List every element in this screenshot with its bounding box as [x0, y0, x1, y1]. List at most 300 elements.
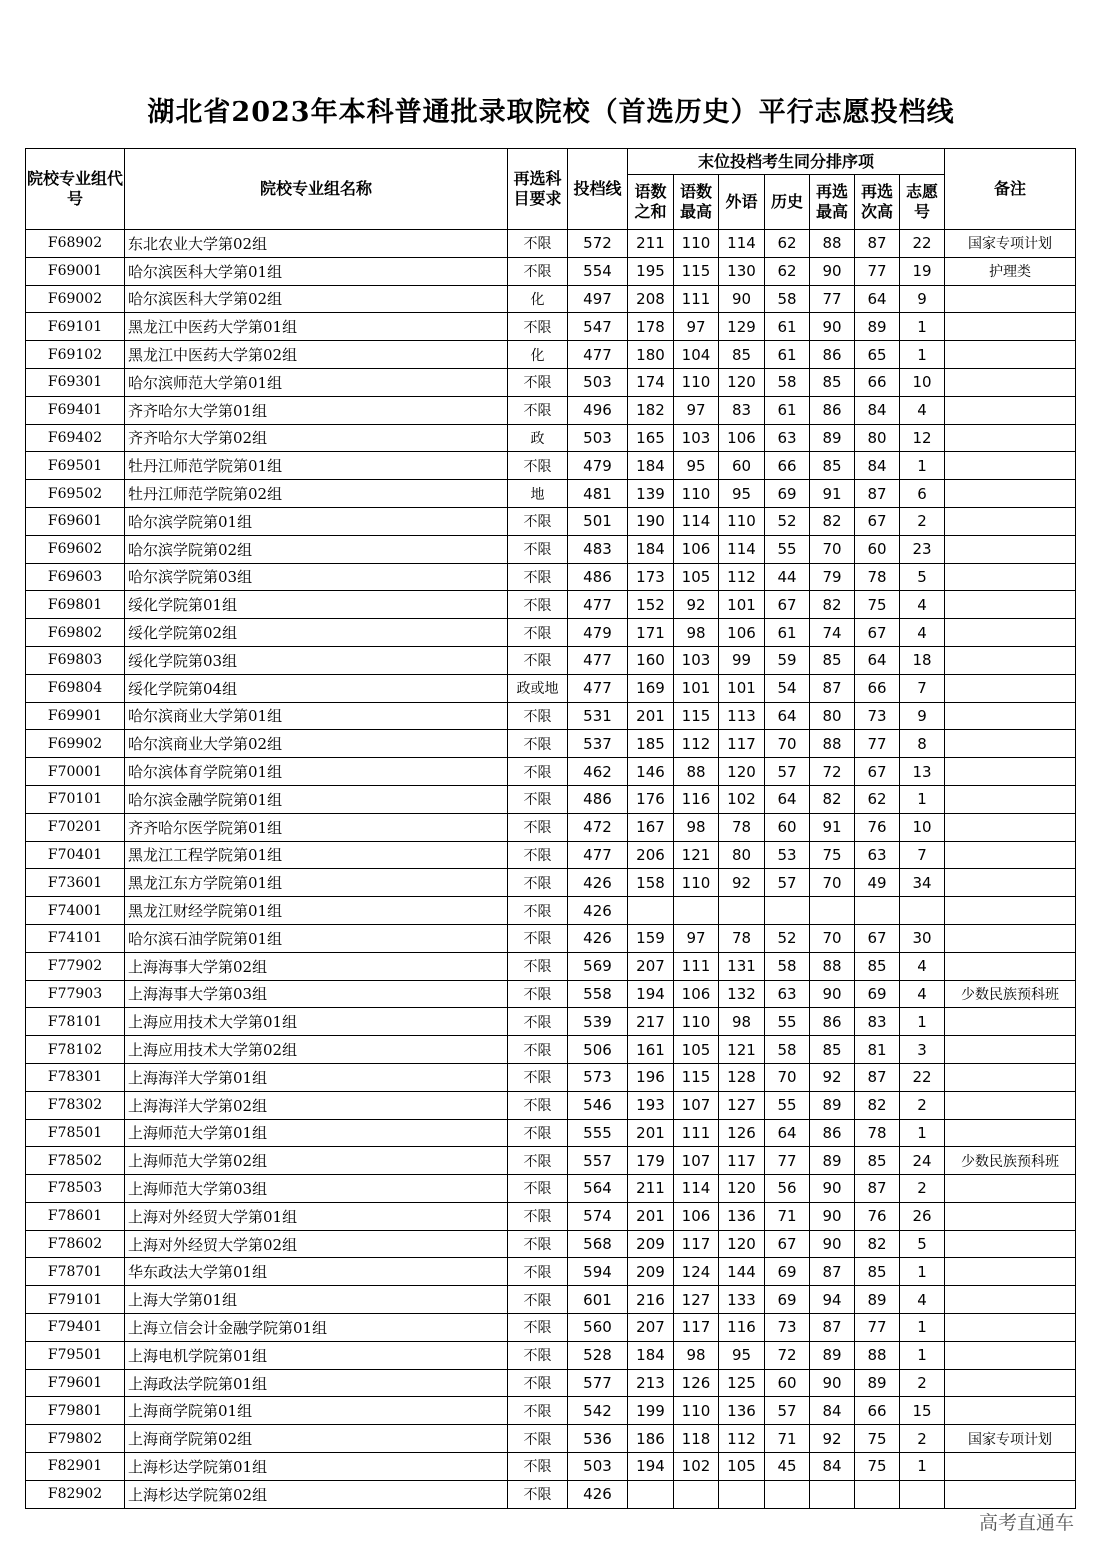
choice-no-cell: 13	[900, 758, 945, 786]
elective-max-cell: 92	[810, 1063, 855, 1091]
choice-no-cell: 18	[900, 646, 945, 674]
code-cell: F70201	[26, 813, 125, 841]
score-cell: 560	[568, 1314, 628, 1342]
yushu-max-cell: 110	[674, 368, 719, 396]
foreign-cell: 112	[719, 1425, 765, 1453]
foreign-cell: 90	[719, 285, 765, 313]
table-row	[26, 619, 1076, 647]
name-cell: 上海海洋大学第02组	[125, 1091, 508, 1119]
code-cell: F69801	[26, 591, 125, 619]
code-cell: F69901	[26, 702, 125, 730]
table-row	[26, 841, 1076, 869]
yushu-sum-cell: 182	[628, 396, 674, 424]
foreign-cell: 101	[719, 591, 765, 619]
code-cell: F78601	[26, 1202, 125, 1230]
code-cell: F69001	[26, 257, 125, 285]
note-cell	[945, 674, 1076, 702]
note-cell	[945, 368, 1076, 396]
note-cell	[945, 1036, 1076, 1064]
elective-second-cell: 85	[855, 1258, 900, 1286]
note-cell	[945, 563, 1076, 591]
yushu-max-cell: 107	[674, 1091, 719, 1119]
yushu-max-cell: 98	[674, 813, 719, 841]
yushu-sum-cell: 213	[628, 1369, 674, 1397]
note-cell	[945, 1341, 1076, 1369]
note-cell	[945, 924, 1076, 952]
choice-no-cell: 1	[900, 1119, 945, 1147]
history-cell: 55	[765, 535, 810, 563]
history-cell: 61	[765, 313, 810, 341]
score-cell: 486	[568, 563, 628, 591]
note-cell: 国家专项计划	[945, 230, 1076, 258]
name-cell: 哈尔滨商业大学第02组	[125, 730, 508, 758]
history-cell: 59	[765, 646, 810, 674]
elective-max-cell: 70	[810, 535, 855, 563]
foreign-cell: 112	[719, 563, 765, 591]
header-sub-yushu-sum: 语数之和	[628, 175, 674, 230]
choice-no-cell: 10	[900, 368, 945, 396]
requirement-cell: 不限	[508, 702, 568, 730]
history-cell: 73	[765, 1314, 810, 1342]
choice-no-cell: 1	[900, 313, 945, 341]
elective-max-cell: 88	[810, 952, 855, 980]
table-row	[26, 730, 1076, 758]
foreign-cell: 120	[719, 758, 765, 786]
table-row	[26, 480, 1076, 508]
header-sub-elective-second: 再选次高	[855, 175, 900, 230]
elective-max-cell: 87	[810, 1314, 855, 1342]
code-cell: F78503	[26, 1175, 125, 1203]
history-cell: 64	[765, 785, 810, 813]
note-cell	[945, 1314, 1076, 1342]
header-sub-choice-no: 志愿号	[900, 175, 945, 230]
code-cell: F69501	[26, 452, 125, 480]
table-row	[26, 1425, 1076, 1453]
name-cell: 上海应用技术大学第01组	[125, 1008, 508, 1036]
foreign-cell: 99	[719, 646, 765, 674]
score-cell: 506	[568, 1036, 628, 1064]
elective-max-cell: 84	[810, 1397, 855, 1425]
requirement-cell: 不限	[508, 1425, 568, 1453]
elective-second-cell: 64	[855, 285, 900, 313]
note-cell	[945, 1258, 1076, 1286]
foreign-cell: 95	[719, 480, 765, 508]
score-cell: 477	[568, 341, 628, 369]
foreign-cell: 120	[719, 1230, 765, 1258]
foreign-cell: 117	[719, 730, 765, 758]
choice-no-cell: 2	[900, 1369, 945, 1397]
score-cell: 568	[568, 1230, 628, 1258]
requirement-cell: 不限	[508, 1341, 568, 1369]
foreign-cell: 98	[719, 1008, 765, 1036]
history-cell: 70	[765, 1063, 810, 1091]
score-cell: 577	[568, 1369, 628, 1397]
history-cell: 77	[765, 1147, 810, 1175]
elective-max-cell: 90	[810, 1175, 855, 1203]
page-title: 湖北省2023年本科普通批录取院校（首选历史）平行志愿投档线	[147, 97, 955, 128]
foreign-cell: 80	[719, 841, 765, 869]
elective-max-cell: 91	[810, 480, 855, 508]
yushu-max-cell: 115	[674, 1063, 719, 1091]
history-cell: 70	[765, 730, 810, 758]
code-cell: F82901	[26, 1453, 125, 1481]
choice-no-cell: 2	[900, 1425, 945, 1453]
elective-max-cell: 91	[810, 813, 855, 841]
score-cell: 477	[568, 646, 628, 674]
history-cell: 54	[765, 674, 810, 702]
yushu-sum-cell: 193	[628, 1091, 674, 1119]
elective-second-cell: 82	[855, 1091, 900, 1119]
foreign-cell: 125	[719, 1369, 765, 1397]
foreign-cell: 110	[719, 507, 765, 535]
name-cell: 华东政法大学第01组	[125, 1258, 508, 1286]
code-cell: F73601	[26, 869, 125, 897]
name-cell: 上海师范大学第01组	[125, 1119, 508, 1147]
elective-second-cell: 75	[855, 591, 900, 619]
choice-no-cell: 4	[900, 591, 945, 619]
yushu-sum-cell: 146	[628, 758, 674, 786]
note-cell	[945, 869, 1076, 897]
yushu-sum-cell: 194	[628, 980, 674, 1008]
requirement-cell: 不限	[508, 257, 568, 285]
yushu-sum-cell: 176	[628, 785, 674, 813]
score-cell: 569	[568, 952, 628, 980]
yushu-sum-cell: 165	[628, 424, 674, 452]
choice-no-cell: 2	[900, 507, 945, 535]
table-row	[26, 1063, 1076, 1091]
yushu-sum-cell: 194	[628, 1453, 674, 1481]
history-cell: 67	[765, 1230, 810, 1258]
elective-second-cell: 87	[855, 1175, 900, 1203]
yushu-max-cell: 101	[674, 674, 719, 702]
choice-no-cell: 8	[900, 730, 945, 758]
table-row	[26, 1369, 1076, 1397]
elective-max-cell: 88	[810, 730, 855, 758]
elective-max-cell: 77	[810, 285, 855, 313]
elective-max-cell: 82	[810, 785, 855, 813]
elective-max-cell: 87	[810, 674, 855, 702]
yushu-max-cell: 115	[674, 702, 719, 730]
table-row	[26, 1453, 1076, 1481]
foreign-cell: 116	[719, 1314, 765, 1342]
requirement-cell: 不限	[508, 1480, 568, 1508]
requirement-cell: 化	[508, 285, 568, 313]
score-cell: 462	[568, 758, 628, 786]
code-cell: F69502	[26, 480, 125, 508]
table-row	[26, 535, 1076, 563]
score-cell: 501	[568, 507, 628, 535]
requirement-cell: 不限	[508, 1202, 568, 1230]
yushu-sum-cell: 201	[628, 1202, 674, 1230]
yushu-sum-cell: 207	[628, 952, 674, 980]
requirement-cell: 不限	[508, 758, 568, 786]
score-cell: 542	[568, 1397, 628, 1425]
history-cell: 67	[765, 591, 810, 619]
yushu-sum-cell: 199	[628, 1397, 674, 1425]
requirement-cell: 不限	[508, 1119, 568, 1147]
yushu-max-cell	[674, 1480, 719, 1508]
name-cell: 哈尔滨石油学院第01组	[125, 924, 508, 952]
header-sub-yushu-max: 语数最高	[674, 175, 719, 230]
elective-second-cell: 81	[855, 1036, 900, 1064]
yushu-max-cell: 126	[674, 1369, 719, 1397]
yushu-sum-cell: 211	[628, 1175, 674, 1203]
elective-max-cell: 79	[810, 563, 855, 591]
note-cell	[945, 619, 1076, 647]
elective-second-cell: 77	[855, 257, 900, 285]
elective-second-cell: 76	[855, 813, 900, 841]
table-row	[26, 1258, 1076, 1286]
choice-no-cell: 23	[900, 535, 945, 563]
yushu-sum-cell: 201	[628, 702, 674, 730]
name-cell: 黑龙江中医药大学第01组	[125, 313, 508, 341]
elective-second-cell: 80	[855, 424, 900, 452]
note-cell	[945, 702, 1076, 730]
elective-max-cell: 80	[810, 702, 855, 730]
note-cell	[945, 424, 1076, 452]
foreign-cell: 120	[719, 368, 765, 396]
table-row	[26, 1480, 1076, 1508]
yushu-sum-cell: 139	[628, 480, 674, 508]
choice-no-cell: 12	[900, 424, 945, 452]
score-cell: 479	[568, 619, 628, 647]
score-cell: 477	[568, 841, 628, 869]
requirement-cell: 政或地	[508, 674, 568, 702]
history-cell: 71	[765, 1202, 810, 1230]
code-cell: F69401	[26, 396, 125, 424]
choice-no-cell: 1	[900, 1341, 945, 1369]
requirement-cell: 不限	[508, 1314, 568, 1342]
requirement-cell: 不限	[508, 1063, 568, 1091]
history-cell: 53	[765, 841, 810, 869]
score-cell: 479	[568, 452, 628, 480]
choice-no-cell: 4	[900, 396, 945, 424]
name-cell: 牡丹江师范学院第01组	[125, 452, 508, 480]
score-cell: 564	[568, 1175, 628, 1203]
elective-second-cell: 65	[855, 341, 900, 369]
yushu-max-cell: 127	[674, 1286, 719, 1314]
foreign-cell: 101	[719, 674, 765, 702]
yushu-sum-cell: 161	[628, 1036, 674, 1064]
elective-second-cell: 76	[855, 1202, 900, 1230]
elective-second-cell: 49	[855, 869, 900, 897]
code-cell: F77903	[26, 980, 125, 1008]
requirement-cell: 不限	[508, 897, 568, 925]
name-cell: 上海师范大学第02组	[125, 1147, 508, 1175]
elective-second-cell: 83	[855, 1008, 900, 1036]
code-cell: F69601	[26, 507, 125, 535]
code-cell: F79401	[26, 1314, 125, 1342]
requirement-cell: 不限	[508, 230, 568, 258]
elective-max-cell: 94	[810, 1286, 855, 1314]
elective-max-cell: 85	[810, 452, 855, 480]
score-cell: 426	[568, 897, 628, 925]
score-cell: 546	[568, 1091, 628, 1119]
requirement-cell: 不限	[508, 1008, 568, 1036]
history-cell: 56	[765, 1175, 810, 1203]
header-group: 末位投档考生同分排序项	[628, 149, 945, 175]
choice-no-cell: 24	[900, 1147, 945, 1175]
elective-max-cell: 90	[810, 980, 855, 1008]
code-cell: F79801	[26, 1397, 125, 1425]
foreign-cell: 136	[719, 1202, 765, 1230]
choice-no-cell: 22	[900, 1063, 945, 1091]
choice-no-cell: 1	[900, 341, 945, 369]
score-cell: 531	[568, 702, 628, 730]
requirement-cell: 不限	[508, 1453, 568, 1481]
score-cell: 472	[568, 813, 628, 841]
yushu-max-cell: 102	[674, 1453, 719, 1481]
elective-max-cell: 85	[810, 368, 855, 396]
yushu-sum-cell: 195	[628, 257, 674, 285]
table-row	[26, 1147, 1076, 1175]
yushu-max-cell: 121	[674, 841, 719, 869]
yushu-max-cell: 98	[674, 619, 719, 647]
elective-second-cell: 73	[855, 702, 900, 730]
requirement-cell: 不限	[508, 952, 568, 980]
yushu-sum-cell: 208	[628, 285, 674, 313]
name-cell: 上海商学院第02组	[125, 1425, 508, 1453]
elective-second-cell: 75	[855, 1425, 900, 1453]
header-sub-foreign: 外语	[719, 175, 765, 230]
yushu-sum-cell: 184	[628, 1341, 674, 1369]
yushu-max-cell: 105	[674, 1036, 719, 1064]
yushu-sum-cell: 209	[628, 1230, 674, 1258]
name-cell: 上海电机学院第01组	[125, 1341, 508, 1369]
elective-max-cell: 86	[810, 1008, 855, 1036]
elective-second-cell: 82	[855, 1230, 900, 1258]
history-cell: 58	[765, 952, 810, 980]
history-cell: 64	[765, 702, 810, 730]
elective-max-cell	[810, 897, 855, 925]
header-sub-elective-max: 再选最高	[810, 175, 855, 230]
elective-max-cell: 82	[810, 507, 855, 535]
yushu-sum-cell: 206	[628, 841, 674, 869]
note-cell	[945, 1175, 1076, 1203]
foreign-cell: 95	[719, 1341, 765, 1369]
elective-second-cell: 85	[855, 952, 900, 980]
note-cell	[945, 396, 1076, 424]
requirement-cell: 不限	[508, 1369, 568, 1397]
table-row	[26, 952, 1076, 980]
requirement-cell: 不限	[508, 785, 568, 813]
elective-max-cell: 89	[810, 1341, 855, 1369]
choice-no-cell: 7	[900, 841, 945, 869]
name-cell: 哈尔滨学院第01组	[125, 507, 508, 535]
table-row	[26, 980, 1076, 1008]
code-cell: F82902	[26, 1480, 125, 1508]
elective-max-cell: 87	[810, 1258, 855, 1286]
choice-no-cell: 22	[900, 230, 945, 258]
history-cell	[765, 1480, 810, 1508]
history-cell: 58	[765, 1036, 810, 1064]
elective-second-cell: 77	[855, 1314, 900, 1342]
table-row	[26, 1175, 1076, 1203]
code-cell: F79501	[26, 1341, 125, 1369]
yushu-sum-cell: 152	[628, 591, 674, 619]
history-cell: 69	[765, 480, 810, 508]
choice-no-cell: 5	[900, 563, 945, 591]
yushu-sum-cell: 160	[628, 646, 674, 674]
foreign-cell: 132	[719, 980, 765, 1008]
history-cell: 61	[765, 619, 810, 647]
elective-max-cell: 86	[810, 396, 855, 424]
yushu-max-cell: 116	[674, 785, 719, 813]
note-cell	[945, 1453, 1076, 1481]
note-cell	[945, 313, 1076, 341]
header-sub-history: 历史	[765, 175, 810, 230]
elective-max-cell: 89	[810, 1091, 855, 1119]
note-cell	[945, 758, 1076, 786]
name-cell: 黑龙江工程学院第01组	[125, 841, 508, 869]
foreign-cell: 128	[719, 1063, 765, 1091]
yushu-max-cell: 104	[674, 341, 719, 369]
table-row	[26, 702, 1076, 730]
elective-max-cell: 89	[810, 1147, 855, 1175]
note-cell	[945, 1008, 1076, 1036]
name-cell: 上海应用技术大学第02组	[125, 1036, 508, 1064]
note-cell	[945, 452, 1076, 480]
score-cell: 426	[568, 1480, 628, 1508]
name-cell: 绥化学院第01组	[125, 591, 508, 619]
foreign-cell: 102	[719, 785, 765, 813]
foreign-cell	[719, 1480, 765, 1508]
yushu-sum-cell: 169	[628, 674, 674, 702]
yushu-sum-cell: 171	[628, 619, 674, 647]
elective-second-cell: 84	[855, 452, 900, 480]
code-cell: F78602	[26, 1230, 125, 1258]
name-cell: 黑龙江中医药大学第02组	[125, 341, 508, 369]
yushu-max-cell: 106	[674, 1202, 719, 1230]
name-cell: 齐齐哈尔大学第02组	[125, 424, 508, 452]
choice-no-cell: 4	[900, 980, 945, 1008]
yushu-sum-cell: 158	[628, 869, 674, 897]
score-cell: 557	[568, 1147, 628, 1175]
name-cell: 哈尔滨学院第02组	[125, 535, 508, 563]
yushu-sum-cell: 211	[628, 230, 674, 258]
table-row	[26, 869, 1076, 897]
yushu-max-cell: 110	[674, 1397, 719, 1425]
score-cell: 536	[568, 1425, 628, 1453]
elective-second-cell: 89	[855, 1286, 900, 1314]
header-name: 院校专业组名称	[125, 149, 508, 230]
elective-second-cell: 67	[855, 758, 900, 786]
history-cell: 55	[765, 1008, 810, 1036]
requirement-cell: 不限	[508, 1147, 568, 1175]
yushu-max-cell: 110	[674, 230, 719, 258]
foreign-cell: 60	[719, 452, 765, 480]
yushu-max-cell: 112	[674, 730, 719, 758]
requirement-cell: 不限	[508, 1286, 568, 1314]
table-row	[26, 897, 1076, 925]
name-cell: 哈尔滨医科大学第01组	[125, 257, 508, 285]
elective-max-cell: 92	[810, 1425, 855, 1453]
code-cell: F74001	[26, 897, 125, 925]
elective-max-cell: 85	[810, 646, 855, 674]
elective-second-cell: 85	[855, 1147, 900, 1175]
yushu-sum-cell	[628, 1480, 674, 1508]
foreign-cell: 126	[719, 1119, 765, 1147]
note-cell	[945, 285, 1076, 313]
name-cell: 上海政法学院第01组	[125, 1369, 508, 1397]
name-cell: 绥化学院第03组	[125, 646, 508, 674]
name-cell: 上海杉达学院第01组	[125, 1453, 508, 1481]
yushu-max-cell: 124	[674, 1258, 719, 1286]
table-row	[26, 1202, 1076, 1230]
history-cell: 64	[765, 1119, 810, 1147]
elective-max-cell: 74	[810, 619, 855, 647]
code-cell: F78501	[26, 1119, 125, 1147]
